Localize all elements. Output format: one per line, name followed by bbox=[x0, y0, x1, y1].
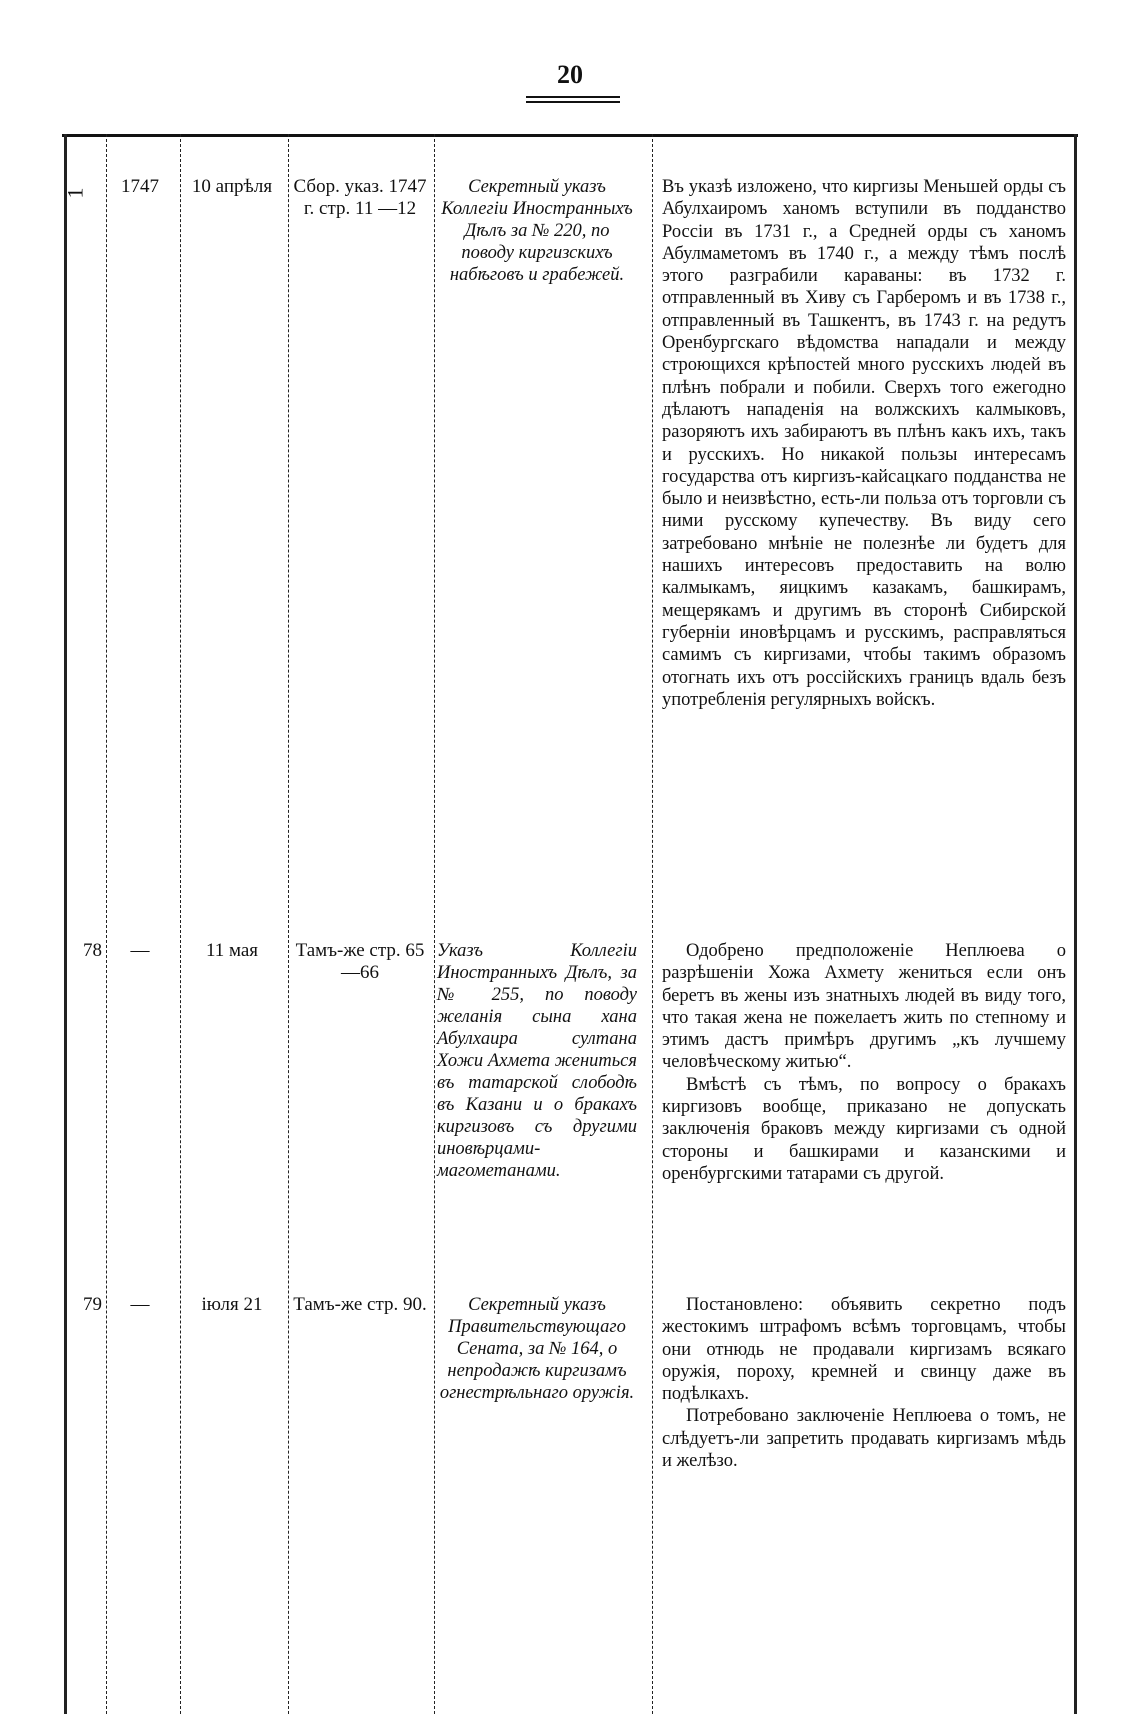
row-body bbox=[662, 940, 1066, 1185]
body-paragraph: Постановлено: объявить секретно подъ жестокимъ штрафомъ всѣмъ торговцамъ, чтобы они отнюдь не продавали киргизамъ всякаго оружія, пороху, кремней и свинцу даже въ подѣлкахъ. bbox=[662, 1295, 1066, 1405]
column-rule bbox=[288, 134, 289, 1714]
row-body bbox=[662, 1294, 1066, 1472]
row-date: 10 апрѣля bbox=[191, 176, 273, 197]
row-year: — bbox=[130, 1294, 150, 1315]
column-rule bbox=[1074, 134, 1077, 1714]
body-paragraph: Вмѣстѣ съ тѣмъ, по вопросу о бракахъ киргизовъ вообще, приказано не допускать заключенія браковъ между киргизами съ одной стороны и башкирами и казанскими и оренбургскими татарами съ другой. bbox=[662, 1074, 1066, 1184]
margin-note: 1 bbox=[62, 187, 88, 199]
column-rule bbox=[434, 134, 435, 1714]
row-title: Указъ Коллегіи Иностранныхъ Дѣлъ, за № 255, по поводу желанія сына хана Абулхаира султана Хожи Ахмета жениться въ татарской слободѣ въ Казани и о бракахъ киргизовъ съ другими иновѣрцами-магометанами. bbox=[437, 941, 637, 1181]
page-number-rule bbox=[526, 101, 620, 103]
body-paragraph: Одобрено предположеніе Неплюева о разрѣшеніи Хожа Ахмету жениться если онъ беретъ въ жены изъ знатныхъ людей въ виду того, что такая жена не пожелаетъ жить по степному и этимъ дастъ примѣръ другимъ „къ лучшему человѣческому житью“. bbox=[662, 941, 1066, 1073]
table-top-rule bbox=[62, 134, 1078, 137]
row-source: Тамъ-же стр. 65—66 bbox=[295, 940, 425, 983]
row-year: — bbox=[130, 940, 150, 961]
row-date: 11 мая bbox=[205, 940, 259, 961]
row-number: 78 bbox=[83, 940, 102, 961]
column-rule bbox=[180, 134, 181, 1714]
body-paragraph: Потребовано заключеніе Неплюева о томъ, не слѣдуетъ-ли запретить продавать киргизамъ мѣдь и желѣзо. bbox=[662, 1406, 1066, 1472]
row-title: Секретный указъ Правительствующаго Сената, за № 164, о непродажѣ киргизамъ огнестрѣльнаго оружія. bbox=[439, 1295, 635, 1403]
row-source: Сбор. указ. 1747 г. стр. 11 —12 bbox=[293, 176, 427, 219]
column-rule bbox=[64, 134, 67, 1714]
column-rule bbox=[106, 134, 107, 1714]
row-date: іюля 21 bbox=[201, 1294, 263, 1315]
row-body bbox=[662, 176, 1066, 711]
body-paragraph: Въ указѣ изложено, что киргизы Меньшей орды съ Абулхаиромъ ханомъ вступили въ подданство Россіи въ 1731 г., а Средней орды съ ханомъ Абулмаметомъ въ 1740 г., а между тѣмъ послѣ этого разграбили караваны: въ 1732 г. отправленный въ Хиву съ Гарберомъ и въ 1738 г., отправленный въ Ташкентъ, въ 1743 г. на редутъ Оренбургскаго вѣдомства нападали и между строющихся крѣпостей много русскихъ людей въ плѣнъ побрали и побили. Сверхъ того ежегодно дѣлаютъ нападенія на волжскихъ калмыковъ, разоряютъ ихъ забираютъ въ плѣнъ какъ ихъ, такъ и русскихъ. Но никакой пользы интересамъ государства отъ киргизъ-кайсацкаго подданства не было и неизвѣстно, есть-ли польза отъ торговли съ ними русскому купечеству. Въ виду сего затребовано мнѣніе не полезнѣе ли будетъ для нашихъ интересовъ предоставить на волю калмыкамъ, яицкимъ казакамъ, башкирамъ, мещерякамъ и другимъ въ сторонѣ Сибирской губерніи иновѣрцамъ и русскимъ, расправляться самимъ съ киргизами, чтобы такимъ образомъ отогнать ихъ отъ россійскихъ границъ вдаль безъ употребленія регулярныхъ войскъ. bbox=[662, 177, 1066, 710]
row-year: 1747 bbox=[121, 176, 159, 197]
row-title: Секретный указъ Коллегіи Иностранныхъ Дѣлъ за № 220, по поводу киргизскихъ набѣговъ и грабежей. bbox=[441, 177, 633, 285]
row-number: 79 bbox=[83, 1294, 102, 1315]
page-number: 20 bbox=[557, 60, 583, 89]
row-source: Тамъ-же стр. 90. bbox=[293, 1294, 427, 1315]
column-rule bbox=[652, 134, 653, 1714]
page-number-rule bbox=[526, 96, 620, 98]
